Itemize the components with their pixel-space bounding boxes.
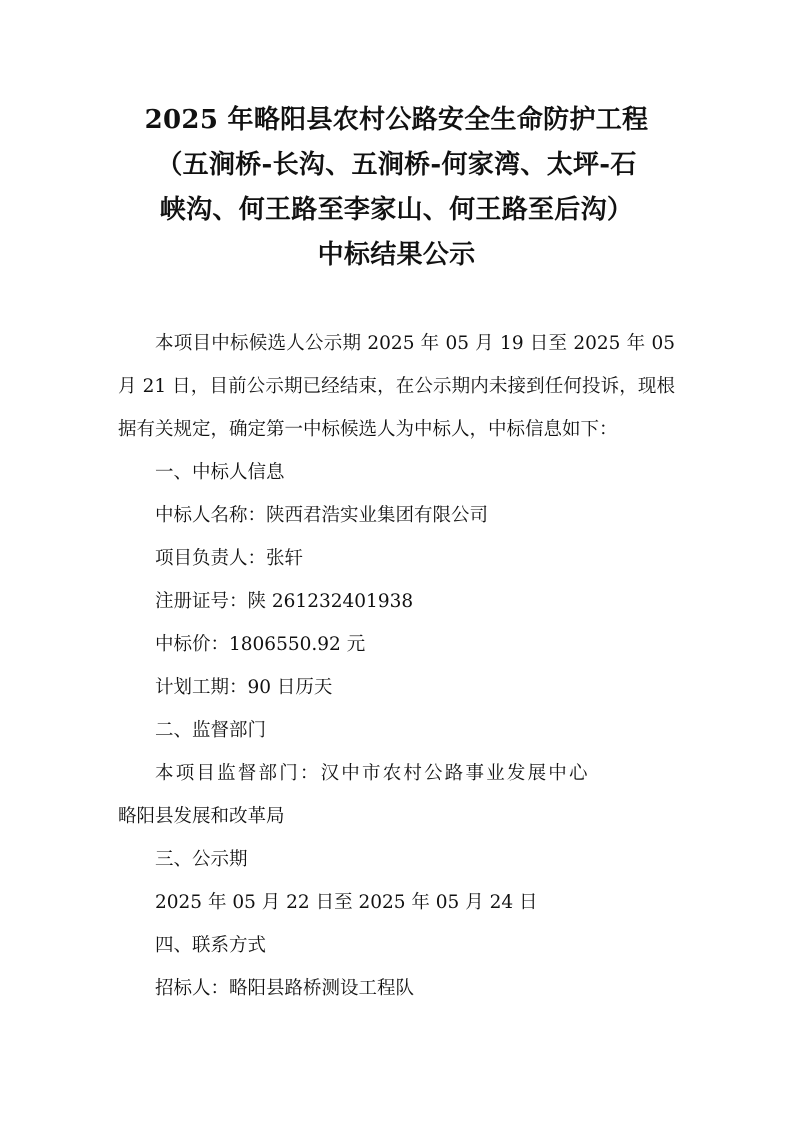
supervision-dept-line-2: 略阳县发展和改革局	[118, 806, 285, 827]
title-line-3: 峡沟、何王路至李家山、何王路至后沟）	[159, 195, 634, 225]
section-1-heading: 一、中标人信息	[155, 462, 285, 483]
winner-name: 中标人名称：陕西君浩实业集团有限公司	[155, 505, 489, 526]
planned-duration: 计划工期：90 日历天	[155, 677, 333, 698]
intro-paragraph: 本项目中标候选人公示期 2025 年 05 月 19 日至 2025 年 05 月 21 日，目前公示期已经结束，在公示期内未接到任何投诉，现根据有关规定，确定第一中标候选人为中标人，中标信息如下：	[118, 333, 675, 440]
tenderer-contact: 招标人：略阳县路桥测设工程队	[155, 978, 415, 999]
project-manager: 项目负责人：张轩	[155, 548, 304, 569]
document-body	[118, 322, 675, 1010]
section-2-heading: 二、监督部门	[155, 720, 267, 741]
section-3-heading: 三、公示期	[155, 849, 248, 870]
winning-price: 中标价：1806550.92 元	[155, 634, 366, 655]
document-title	[118, 98, 675, 278]
title-line-1: 2025 年略阳县农村公路安全生命防护工程	[144, 105, 649, 135]
publicity-dates: 2025 年 05 月 22 日至 2025 年 05 月 24 日	[155, 892, 538, 913]
title-line-4: 中标结果公示	[317, 240, 476, 270]
section-4-heading: 四、联系方式	[155, 935, 267, 956]
title-line-2: （五涧桥-长沟、五涧桥-何家湾、太坪-石	[156, 150, 637, 180]
supervision-dept-line-1: 本项目监督部门：汉中市农村公路事业发展中心	[155, 763, 590, 784]
registration-number: 注册证号：陕 261232401938	[155, 591, 414, 612]
